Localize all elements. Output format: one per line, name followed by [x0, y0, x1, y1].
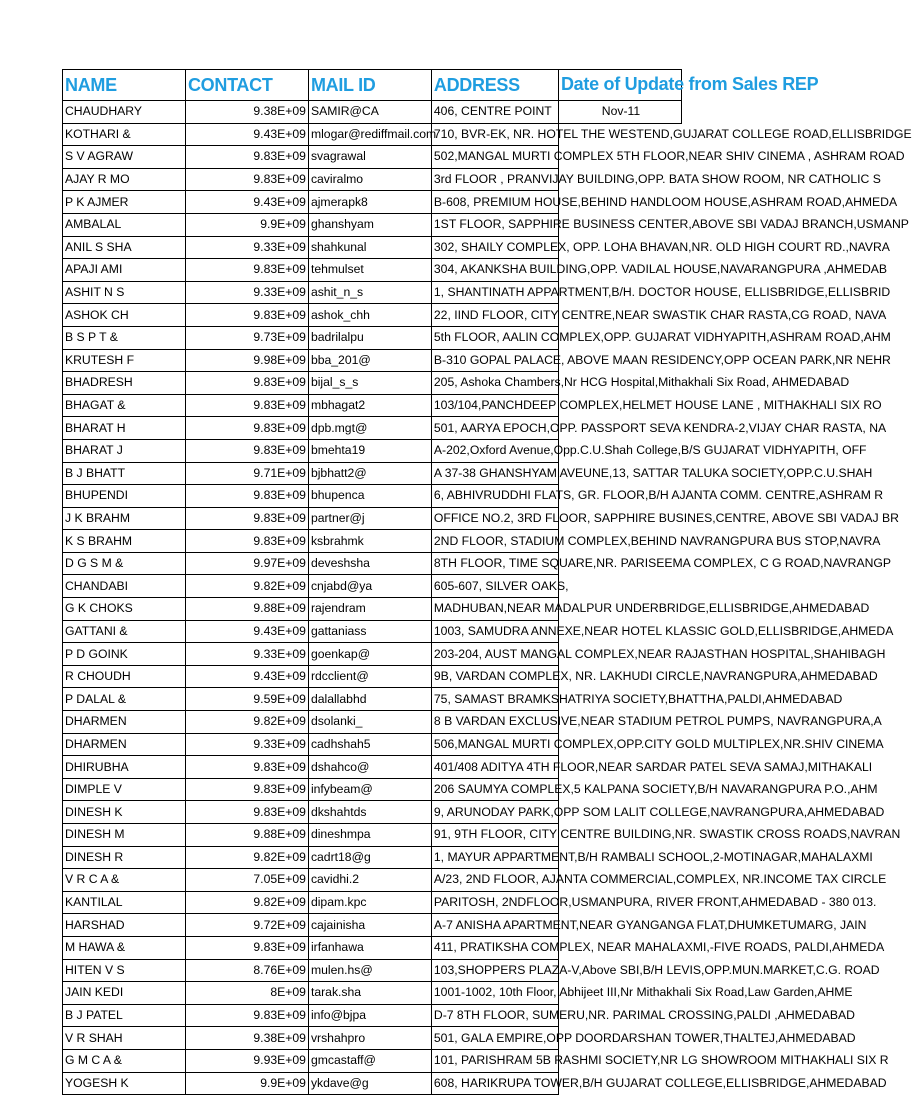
- address-text: A-7 ANISHA APARTMENT,NEAR GYANGANGA FLAT,DHUMKETUMARG, JAIN: [433, 917, 867, 932]
- address-cell[interactable]: [431, 394, 882, 417]
- address-cell[interactable]: [431, 462, 873, 485]
- address-cell[interactable]: [431, 936, 885, 959]
- address-text: 502,MANGAL MURTI COMPLEX 5TH FLOOR,NEAR SHIV CINEMA , ASHRAM ROAD: [433, 149, 905, 164]
- name-cell[interactable]: DHARMEN: [63, 733, 186, 756]
- address-text: 101, PARISHRAM 5B RASHMI SOCIETY,NR LG SHOWROOM MITHAKHALI SIX R: [433, 1053, 889, 1068]
- name-cell[interactable]: BHUPENDI: [63, 485, 186, 508]
- header-date-of-update: [558, 70, 819, 101]
- mail-id-cell[interactable]: gmcastaff@: [308, 1049, 431, 1072]
- contact-cell[interactable]: 9.43E+09: [185, 665, 308, 688]
- name-cell[interactable]: CHAUDHARY: [63, 101, 186, 124]
- table-row: [63, 349, 682, 372]
- table-row: [63, 756, 682, 779]
- address-text: 103,SHOPPERS PLAZA-V,Above SBI,B/H LEVIS,OPP.MUN.MARKET,C.G. ROAD: [433, 962, 880, 977]
- address-cell[interactable]: [431, 643, 886, 666]
- address-text: 406, CENTRE POINT: [433, 104, 552, 119]
- address-cell[interactable]: [431, 869, 887, 892]
- table-row: [63, 123, 682, 146]
- address-text: OFFICE NO.2, 3RD FLOOR, SAPPHIRE BUSINES,CENTRE, ABOVE SBI VADAJ BR: [433, 510, 899, 525]
- table-row: [63, 507, 682, 530]
- address-text: 710, BVR-EK, NR. HOTEL THE WESTEND,GUJARAT COLLEGE ROAD,ELLISBRIDGE: [433, 126, 912, 141]
- name-cell[interactable]: HITEN V S: [63, 959, 186, 982]
- name-cell[interactable]: KOTHARI &: [63, 123, 186, 146]
- mail-id-cell[interactable]: ghanshyam: [308, 213, 431, 236]
- contact-cell[interactable]: 9.33E+09: [185, 643, 308, 666]
- contact-cell[interactable]: 8E+09: [185, 982, 308, 1005]
- address-text: 411, PRATIKSHA COMPLEX, NEAR MAHALAXMI,-FIVE ROADS, PALDI,AHMEDA: [433, 940, 885, 955]
- table-row: [63, 462, 682, 485]
- name-cell[interactable]: AJAY R MO: [63, 168, 186, 191]
- name-cell[interactable]: AMBALAL: [63, 213, 186, 236]
- name-cell[interactable]: DHARMEN: [63, 711, 186, 734]
- name-cell[interactable]: DINESH M: [63, 824, 186, 847]
- name-cell[interactable]: APAJI AMI: [63, 259, 186, 282]
- address-text: 103/104,PANCHDEEP COMPLEX,HELMET HOUSE LANE , MITHAKHALI SIX RO: [433, 398, 882, 413]
- address-cell[interactable]: [431, 485, 884, 508]
- name-cell[interactable]: B S P T &: [63, 326, 186, 349]
- table-row: [63, 1004, 682, 1027]
- address-text: 75, SAMAST BRAMKSHATRIYA SOCIETY,BHATTHA,PALDI,AHMEDABAD: [433, 691, 843, 706]
- address-cell[interactable]: [431, 756, 873, 779]
- contacts-table: [62, 69, 912, 1095]
- name-cell[interactable]: YOGESH K: [63, 1072, 186, 1095]
- contact-cell[interactable]: 9.83E+09: [185, 801, 308, 824]
- address-cell[interactable]: [431, 620, 894, 643]
- address-text: MADHUBAN,NEAR MADALPUR UNDERBRIDGE,ELLISBRIDGE,AHMEDABAD: [433, 601, 870, 616]
- contact-cell[interactable]: 9.83E+09: [185, 1004, 308, 1027]
- contact-cell[interactable]: 9.38E+09: [185, 101, 308, 124]
- mail-id-cell[interactable]: mbhagat2: [308, 394, 431, 417]
- address-text: 501, AARYA EPOCH,OPP. PASSPORT SEVA KENDRA-2,VIJAY CHAR RASTA, NA: [433, 420, 887, 435]
- address-cell[interactable]: [431, 304, 887, 327]
- address-text: 1ST FLOOR, SAPPHIRE BUSINESS CENTER,ABOVE SBI VADAJ BRANCH,USMANP: [433, 217, 909, 232]
- table-body: [63, 101, 912, 1095]
- header-mail-id: MAIL ID: [308, 70, 431, 101]
- address-text: 5th FLOOR, AALIN COMPLEX,OPP. GUJARAT VIDHYAPITH,ASHRAM ROAD,AHM: [433, 330, 891, 345]
- table-row: [63, 168, 682, 191]
- name-cell[interactable]: ANIL S SHA: [63, 236, 186, 259]
- address-cell[interactable]: [431, 326, 891, 349]
- address-cell[interactable]: [431, 665, 878, 688]
- contact-cell[interactable]: 9.83E+09: [185, 146, 308, 169]
- name-cell[interactable]: S V AGRAW: [63, 146, 186, 169]
- date-of-update-cell[interactable]: Nov-11: [558, 101, 681, 124]
- table-row: [63, 1072, 682, 1095]
- address-cell[interactable]: [431, 123, 912, 146]
- address-cell[interactable]: [431, 101, 558, 124]
- contact-cell[interactable]: 9.98E+09: [185, 349, 308, 372]
- table-row: [63, 101, 682, 124]
- mail-id-cell[interactable]: dipam.kpc: [308, 891, 431, 914]
- name-cell[interactable]: DHIRUBHA: [63, 756, 186, 779]
- address-text: A-202,Oxford Avenue,Opp.C.U.Shah College,B/S GUJARAT VIDHYAPITH, OFF: [433, 443, 867, 458]
- table-row: [63, 982, 682, 1005]
- address-cell[interactable]: [431, 236, 890, 259]
- contact-cell[interactable]: 9.83E+09: [185, 259, 308, 282]
- address-text: 304, AKANKSHA BUILDING,OPP. VADILAL HOUSE,NAVARANGPURA ,AHMEDAB: [433, 262, 888, 277]
- contact-cell[interactable]: 9.83E+09: [185, 168, 308, 191]
- contact-cell[interactable]: 9.83E+09: [185, 778, 308, 801]
- contact-cell[interactable]: 9.83E+09: [185, 485, 308, 508]
- address-cell[interactable]: [431, 959, 880, 982]
- address-text: A/23, 2ND FLOOR, AJANTA COMMERCIAL,COMPLEX, NR.INCOME TAX CIRCLE: [433, 872, 887, 887]
- address-text: PARITOSH, 2NDFLOOR,USMANPURA, RIVER FRONT,AHMEDABAD - 380 013.: [433, 895, 877, 910]
- address-text: 608, HARIKRUPA TOWER,B/H GUJARAT COLLEGE,ELLISBRIDGE,AHMEDABAD: [433, 1075, 887, 1090]
- mail-id-cell[interactable]: cadrt18@g: [308, 846, 431, 869]
- contact-cell[interactable]: 9.33E+09: [185, 236, 308, 259]
- contact-cell[interactable]: 9.9E+09: [185, 1072, 308, 1095]
- spreadsheet: [62, 69, 912, 1095]
- table-row: [63, 575, 682, 598]
- mail-id-cell[interactable]: rdcclient@: [308, 665, 431, 688]
- address-cell[interactable]: [431, 349, 891, 372]
- address-cell[interactable]: [431, 439, 867, 462]
- address-cell[interactable]: [431, 372, 850, 395]
- address-cell[interactable]: [431, 191, 898, 214]
- address-text: 91, 9TH FLOOR, CITY CENTRE BUILDING,NR. SWASTIK CROSS ROADS,NAVRAN: [433, 827, 901, 842]
- mail-id-cell[interactable]: info@bjpa: [308, 1004, 431, 1027]
- table-row: [63, 778, 682, 801]
- address-cell[interactable]: [431, 552, 892, 575]
- contact-cell[interactable]: 9.43E+09: [185, 620, 308, 643]
- contact-cell[interactable]: 9.83E+09: [185, 507, 308, 530]
- contact-cell[interactable]: 9.43E+09: [185, 191, 308, 214]
- table-row: [63, 711, 682, 734]
- name-cell[interactable]: BHARAT J: [63, 439, 186, 462]
- contact-cell[interactable]: 9.83E+09: [185, 394, 308, 417]
- address-text: 1003, SAMUDRA ANNEXE,NEAR HOTEL KLASSIC GOLD,ELLISBRIDGE,AHMEDA: [433, 623, 894, 638]
- address-text: 6, ABHIVRUDDHI FLATS, GR. FLOOR,B/H AJANTA COMM. CENTRE,ASHRAM R: [433, 488, 884, 503]
- mail-id-cell[interactable]: vrshahpro: [308, 1027, 431, 1050]
- address-cell[interactable]: [431, 801, 885, 824]
- contact-cell[interactable]: 9.38E+09: [185, 1027, 308, 1050]
- mail-id-cell[interactable]: shahkunal: [308, 236, 431, 259]
- table-row: [63, 394, 682, 417]
- contact-cell[interactable]: 9.83E+09: [185, 936, 308, 959]
- contact-cell[interactable]: 8.76E+09: [185, 959, 308, 982]
- address-text: 1001-1002, 10th Floor, Abhijeet III,Nr Mithakhali Six Road,Law Garden,AHME: [433, 985, 853, 1000]
- address-text: 205, Ashoka Chambers,Nr HCG Hospital,Mithakhali Six Road, AHMEDABAD: [433, 375, 850, 390]
- table-row: [63, 936, 682, 959]
- table-row: [63, 191, 682, 214]
- contact-cell[interactable]: 9.83E+09: [185, 417, 308, 440]
- contact-cell[interactable]: 9.72E+09: [185, 914, 308, 937]
- address-cell[interactable]: [431, 824, 901, 847]
- header-date-of-update-label: Date of Update from Sales REP: [560, 74, 819, 94]
- header-contact: CONTACT: [185, 70, 308, 101]
- mail-id-cell[interactable]: ykdave@g: [308, 1072, 431, 1095]
- table-row: [63, 236, 682, 259]
- address-text: 3rd FLOOR , PRANVIJAY BUILDING,OPP. BATA SHOW ROOM, NR CATHOLIC S: [433, 172, 881, 187]
- mail-id-cell[interactable]: cavidhi.2: [308, 869, 431, 892]
- table-row: [63, 643, 682, 666]
- address-text: 203-204, AUST MANGAL COMPLEX,NEAR RAJASTHAN HOSPITAL,SHAHIBAGH: [433, 646, 886, 661]
- address-cell[interactable]: [431, 417, 887, 440]
- mail-id-cell[interactable]: bhupenca: [308, 485, 431, 508]
- contact-cell[interactable]: 9.33E+09: [185, 733, 308, 756]
- table-row: [63, 620, 682, 643]
- contact-cell[interactable]: 9.83E+09: [185, 372, 308, 395]
- mail-id-cell[interactable]: deveshsha: [308, 552, 431, 575]
- table-row: [63, 552, 682, 575]
- address-text: 1, SHANTINATH APPARTMENT,B/H. DOCTOR HOUSE, ELLISBRIDGE,ELLISBRID: [433, 285, 891, 300]
- contact-cell[interactable]: 9.88E+09: [185, 824, 308, 847]
- mail-id-cell[interactable]: ajmerapk8: [308, 191, 431, 214]
- name-cell[interactable]: DINESH R: [63, 846, 186, 869]
- mail-id-cell[interactable]: partner@j: [308, 507, 431, 530]
- address-text: 605-607, SILVER OAKS,: [433, 578, 569, 593]
- contact-cell[interactable]: 9.83E+09: [185, 439, 308, 462]
- table-row: [63, 259, 682, 282]
- table-row: [63, 146, 682, 169]
- mail-id-cell[interactable]: bba_201@: [308, 349, 431, 372]
- table-row: [63, 213, 682, 236]
- address-text: 1, MAYUR APPARTMENT,B/H RAMBALI SCHOOL,2-MOTINAGAR,MAHALAXMI: [433, 849, 873, 864]
- name-cell[interactable]: V R SHAH: [63, 1027, 186, 1050]
- name-cell[interactable]: GATTANI &: [63, 620, 186, 643]
- contact-cell[interactable]: 9.82E+09: [185, 711, 308, 734]
- name-cell[interactable]: B J BHATT: [63, 462, 186, 485]
- address-cell[interactable]: [431, 733, 884, 756]
- name-cell[interactable]: G M C A &: [63, 1049, 186, 1072]
- table-row: [63, 304, 682, 327]
- table-row: [63, 733, 682, 756]
- contact-cell[interactable]: 7.05E+09: [185, 869, 308, 892]
- address-text: 22, IIND FLOOR, CITY CENTRE,NEAR SWASTIK CHAR RASTA,CG ROAD, NAVA: [433, 307, 887, 322]
- name-cell[interactable]: B J PATEL: [63, 1004, 186, 1027]
- name-cell[interactable]: R CHOUDH: [63, 665, 186, 688]
- address-cell[interactable]: [431, 1049, 889, 1072]
- contact-cell[interactable]: 9.83E+09: [185, 530, 308, 553]
- contact-cell[interactable]: 9.71E+09: [185, 462, 308, 485]
- address-text: B-608, PREMIUM HOUSE,BEHIND HANDLOOM HOUSE,ASHRAM ROAD,AHMEDA: [433, 194, 898, 209]
- name-cell[interactable]: DINESH K: [63, 801, 186, 824]
- name-cell[interactable]: DIMPLE V: [63, 778, 186, 801]
- mail-id-cell[interactable]: dsolanki_: [308, 711, 431, 734]
- address-cell[interactable]: [431, 711, 882, 734]
- mail-id-cell[interactable]: infybeam@: [308, 778, 431, 801]
- mail-id-cell[interactable]: ashok_chh: [308, 304, 431, 327]
- contact-cell[interactable]: 9.88E+09: [185, 598, 308, 621]
- contact-cell[interactable]: 9.82E+09: [185, 846, 308, 869]
- mail-id-cell[interactable]: ksbrahmk: [308, 530, 431, 553]
- mail-id-cell[interactable]: bmehta19: [308, 439, 431, 462]
- address-text: 401/408 ADITYA 4TH FLOOR,NEAR SARDAR PATEL SEVA SAMAJ,MITHAKALI: [433, 759, 873, 774]
- address-cell[interactable]: [431, 914, 867, 937]
- name-cell[interactable]: P D GOINK: [63, 643, 186, 666]
- mail-id-cell[interactable]: irfanhawa: [308, 936, 431, 959]
- address-text: 501, GALA EMPIRE,OPP DOORDARSHAN TOWER,THALTEJ,AHMEDABAD: [433, 1030, 856, 1045]
- name-cell[interactable]: G K CHOKS: [63, 598, 186, 621]
- mail-id-cell[interactable]: dshahco@: [308, 756, 431, 779]
- address-text: 2ND FLOOR, STADIUM COMPLEX,BEHIND NAVRANGPURA BUS STOP,NAVRA: [433, 533, 881, 548]
- mail-id-cell[interactable]: svagrawal: [308, 146, 431, 169]
- table-row: [63, 688, 682, 711]
- address-cell[interactable]: [431, 575, 569, 598]
- date-of-update-cell[interactable]: [558, 575, 681, 598]
- mail-id-cell[interactable]: dkshahtds: [308, 801, 431, 824]
- address-cell[interactable]: [431, 1004, 855, 1027]
- address-text: 8TH FLOOR, TIME SQUARE,NR. PARISEEMA COMPLEX, C G ROAD,NAVRANGP: [433, 556, 892, 571]
- table-row: [63, 801, 682, 824]
- table-row: [63, 530, 682, 553]
- name-cell[interactable]: KRUTESH F: [63, 349, 186, 372]
- mail-id-cell[interactable]: dpb.mgt@: [308, 417, 431, 440]
- contact-cell[interactable]: 9.83E+09: [185, 756, 308, 779]
- address-cell[interactable]: [431, 281, 891, 304]
- address-cell[interactable]: [431, 688, 843, 711]
- address-cell[interactable]: [431, 213, 909, 236]
- name-cell[interactable]: M HAWA &: [63, 936, 186, 959]
- table-row: [63, 891, 682, 914]
- address-text: 302, SHAILY COMPLEX, OPP. LOHA BHAVAN,NR. OLD HIGH COURT RD.,NAVRA: [433, 239, 890, 254]
- contact-cell[interactable]: 9.93E+09: [185, 1049, 308, 1072]
- table-row: [63, 485, 682, 508]
- name-cell[interactable]: P K AJMER: [63, 191, 186, 214]
- mail-id-cell[interactable]: cadhshah5: [308, 733, 431, 756]
- contact-cell[interactable]: 9.97E+09: [185, 552, 308, 575]
- address-cell[interactable]: [431, 982, 853, 1005]
- mail-id-cell[interactable]: mlogar@rediffmail.com: [308, 123, 431, 146]
- table-row: [63, 281, 682, 304]
- table-row: [63, 959, 682, 982]
- address-text: 206 SAUMYA COMPLEX,5 KALPANA SOCIETY,B/H NAVARANGPURA P.O.,AHM: [433, 782, 878, 797]
- name-cell[interactable]: BHARAT H: [63, 417, 186, 440]
- mail-id-cell[interactable]: badrilalpu: [308, 326, 431, 349]
- header-name: NAME: [63, 70, 186, 101]
- address-text: 506,MANGAL MURTI COMPLEX,OPP.CITY GOLD MULTIPLEX,NR.SHIV CINEMA: [433, 736, 884, 751]
- name-cell[interactable]: BHADRESH: [63, 372, 186, 395]
- table-row: [63, 417, 682, 440]
- mail-id-cell[interactable]: tehmulset: [308, 259, 431, 282]
- table-row: [63, 914, 682, 937]
- address-text: 9, ARUNODAY PARK,OPP SOM LALIT COLLEGE,NAVRANGPURA,AHMEDABAD: [433, 804, 885, 819]
- address-text: 9B, VARDAN COMPLEX, NR. LAKHUDI CIRCLE,NAVRANGPURA,AHMEDABAD: [433, 669, 878, 684]
- table-row: [63, 439, 682, 462]
- name-cell[interactable]: HARSHAD: [63, 914, 186, 937]
- contact-cell[interactable]: 9.73E+09: [185, 326, 308, 349]
- address-cell[interactable]: [431, 507, 899, 530]
- mail-id-cell[interactable]: gattaniass: [308, 620, 431, 643]
- table-row: [63, 824, 682, 847]
- address-cell[interactable]: [431, 891, 877, 914]
- name-cell[interactable]: P DALAL &: [63, 688, 186, 711]
- address-text: A 37-38 GHANSHYAM AVEUNE,13, SATTAR TALUKA SOCIETY,OPP.C.U.SHAH: [433, 465, 873, 480]
- address-text: 8 B VARDAN EXCLUSIVE,NEAR STADIUM PETROL PUMPS, NAVRANGPURA,A: [433, 714, 882, 729]
- mail-id-cell[interactable]: tarak.sha: [308, 982, 431, 1005]
- table-row: [63, 665, 682, 688]
- address-cell[interactable]: [431, 1027, 856, 1050]
- name-cell[interactable]: D G S M &: [63, 552, 186, 575]
- table-row: [63, 846, 682, 869]
- contact-cell[interactable]: 9.43E+09: [185, 123, 308, 146]
- address-cell[interactable]: [431, 598, 870, 621]
- mail-id-cell[interactable]: cajainisha: [308, 914, 431, 937]
- name-cell[interactable]: CHANDABI: [63, 575, 186, 598]
- name-cell[interactable]: V R C A &: [63, 869, 186, 892]
- address-cell[interactable]: [431, 530, 881, 553]
- name-cell[interactable]: K S BRAHM: [63, 530, 186, 553]
- mail-id-cell[interactable]: bjbhatt2@: [308, 462, 431, 485]
- address-cell[interactable]: [431, 846, 873, 869]
- mail-id-cell[interactable]: dineshmpa: [308, 824, 431, 847]
- name-cell[interactable]: ASHOK CH: [63, 304, 186, 327]
- table-row: [63, 598, 682, 621]
- table-row: [63, 1049, 682, 1072]
- header-address: ADDRESS: [431, 70, 558, 101]
- mail-id-cell[interactable]: goenkap@: [308, 643, 431, 666]
- mail-id-cell[interactable]: ashit_n_s: [308, 281, 431, 304]
- mail-id-cell[interactable]: bijal_s_s: [308, 372, 431, 395]
- name-cell[interactable]: KANTILAL: [63, 891, 186, 914]
- address-text: D-7 8TH FLOOR, SUMERU,NR. PARIMAL CROSSING,PALDI ,AHMEDABAD: [433, 1008, 855, 1023]
- table-row: [63, 1027, 682, 1050]
- mail-id-cell[interactable]: rajendram: [308, 598, 431, 621]
- address-cell[interactable]: [431, 146, 905, 169]
- name-cell[interactable]: J K BRAHM: [63, 507, 186, 530]
- mail-id-cell[interactable]: dalallabhd: [308, 688, 431, 711]
- mail-id-cell[interactable]: cnjabd@ya: [308, 575, 431, 598]
- name-cell[interactable]: ASHIT N S: [63, 281, 186, 304]
- contact-cell[interactable]: 9.82E+09: [185, 891, 308, 914]
- table-row: [63, 372, 682, 395]
- mail-id-cell[interactable]: caviralmo: [308, 168, 431, 191]
- contact-cell[interactable]: 9.82E+09: [185, 575, 308, 598]
- contact-cell[interactable]: 9.33E+09: [185, 281, 308, 304]
- name-cell[interactable]: BHAGAT &: [63, 394, 186, 417]
- contact-cell[interactable]: 9.9E+09: [185, 213, 308, 236]
- table-row: [63, 326, 682, 349]
- address-cell[interactable]: [431, 168, 881, 191]
- contact-cell[interactable]: 9.83E+09: [185, 304, 308, 327]
- address-cell[interactable]: [431, 1072, 887, 1095]
- header-row: [63, 70, 682, 101]
- address-text: B-310 GOPAL PALACE, ABOVE MAAN RESIDENCY,OPP OCEAN PARK,NR NEHR: [433, 352, 891, 367]
- address-cell[interactable]: [431, 259, 888, 282]
- mail-id-cell[interactable]: SAMIR@CA: [308, 101, 431, 124]
- mail-id-cell[interactable]: mulen.hs@: [308, 959, 431, 982]
- contact-cell[interactable]: 9.59E+09: [185, 688, 308, 711]
- name-cell[interactable]: JAIN KEDI: [63, 982, 186, 1005]
- table-row: [63, 869, 682, 892]
- address-cell[interactable]: [431, 778, 878, 801]
